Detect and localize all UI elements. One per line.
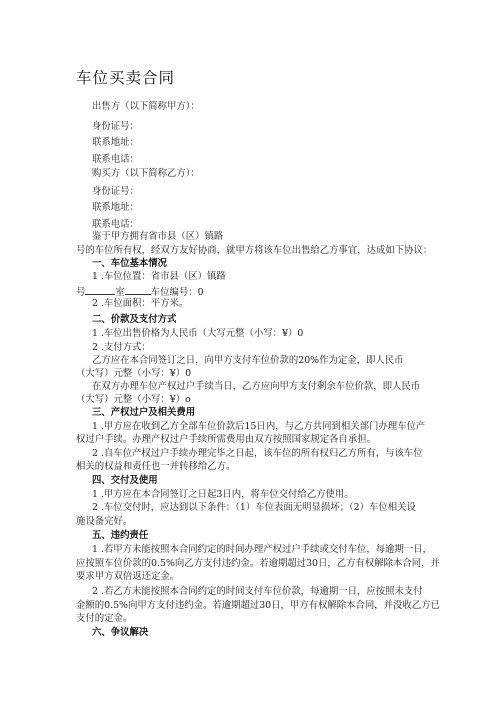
section-5-heading: 五、违约责任 bbox=[92, 530, 149, 541]
buyer-phone-label: 联系电话： bbox=[92, 219, 139, 230]
s1-item-1-continued bbox=[76, 285, 204, 299]
s1-item-1: 1 .车位位置：省市县（区）镇路 bbox=[92, 271, 226, 282]
buyer-id-label: 身份证号： bbox=[92, 186, 139, 197]
s2-para-2-line-2: （大写）元整（小写：¥）o bbox=[76, 394, 191, 405]
s4-item-2-line-1: 2 .车位交付时，应达到以下条件：（1）车位表面无明显损坏；（2）车位相关设 bbox=[92, 502, 416, 513]
seller-label: 出售方（以下简称甲方）： bbox=[92, 101, 200, 112]
s2-para-2-line-1: 在双方办理车位产权过户手续当日，乙方应向甲方支付剩余车位价款，即人民币 bbox=[92, 381, 421, 392]
section-4-heading: 四、交付及使用 bbox=[92, 475, 158, 486]
seller-address-label: 联系地址： bbox=[92, 137, 139, 148]
seller-phone-label: 联系电话： bbox=[92, 154, 139, 165]
section-2-heading: 二、价款及支付方式 bbox=[92, 314, 177, 325]
s3-item-2-line-2: 相关的权益和责任也一并转移给乙方。 bbox=[76, 461, 236, 472]
s1-spot-number: 车位编号：0 bbox=[150, 287, 204, 298]
s4-item-2-line-2: 施设备完好。 bbox=[76, 516, 133, 527]
buyer-label: 购买方（以下简称乙方）： bbox=[92, 168, 200, 179]
s3-item-2-line-1: 2 .自车位产权过户手续办理完毕之日起，该车位的所有权归乙方所有，与该车位 bbox=[92, 448, 423, 459]
s2-para-1-line-1: 乙方应在本合同签订之日，向甲方支付车位价款的20%作为定金，即人民币 bbox=[92, 355, 404, 366]
s5-item-2-line-1: 2 .若乙方未能按照本合同约定的时间支付车位价款，每逾期一日，应按照未支付 bbox=[92, 586, 423, 597]
s1-room-label: 室 bbox=[115, 287, 125, 298]
blank-underline bbox=[125, 285, 151, 295]
s5-item-1-line-3: 要求甲方双倍返还定金。 bbox=[76, 571, 180, 582]
blank-underline bbox=[85, 285, 115, 295]
s3-item-1-line-1: 1 .甲方应在收到乙方全部车位价款后15日内，与乙方共同到相关部门办理车位产 bbox=[92, 421, 426, 432]
s2-para-1-line-2: （大写）元整（小写：¥）0 bbox=[76, 368, 192, 379]
s5-item-1-line-1: 1 .若甲方未能按照本合同约定的时间办理产权过户手续或交付车位，每逾期一日， bbox=[92, 544, 433, 555]
s5-item-2-line-2: 金额的0.5%向甲方支付违约金。若逾期超过30日，甲方有权解除本合同，并没收乙方已 bbox=[76, 600, 440, 611]
s5-item-2-line-3: 支付的定金。 bbox=[76, 613, 133, 624]
preamble-line-1: 鉴于甲方拥有省市县（区）镇路 bbox=[92, 231, 224, 242]
s1-item-2: 2 .车位面积：平方米。 bbox=[92, 298, 189, 309]
section-6-heading: 六、争议解决 bbox=[92, 627, 149, 638]
s5-item-1-line-2: 应按照车位价款的0.5%向乙方支付违约金。若逾期超过30日，乙方有权解除本合同，并 bbox=[76, 558, 440, 569]
seller-id-label: 身份证号： bbox=[92, 121, 139, 132]
buyer-address-label: 联系地址： bbox=[92, 202, 139, 213]
document-title: 车位买卖合同 bbox=[76, 69, 176, 87]
section-3-heading: 三、产权过户及相关费用 bbox=[92, 407, 196, 418]
preamble-line-2: 号的车位所有权，经双方友好协商，就甲方将该车位出售给乙方事宜，达成如下协议： bbox=[76, 245, 433, 256]
section-1-heading: 一、车位基本情况 bbox=[92, 258, 168, 269]
s1-number-label: 号 bbox=[76, 287, 86, 298]
s3-item-1-line-2: 权过户手续。办理产权过户手续所需费用由双方按照国家规定各自承担。 bbox=[76, 434, 377, 445]
s2-item-2: 2 .支付方式： bbox=[92, 342, 151, 353]
s4-item-1: 1 .甲方应在本合同签订之日起3日内，将车位交付给乙方使用。 bbox=[92, 489, 354, 500]
s2-item-1: 1 .车位出售价格为人民币（大写元整（小写：¥）0 bbox=[92, 328, 304, 339]
